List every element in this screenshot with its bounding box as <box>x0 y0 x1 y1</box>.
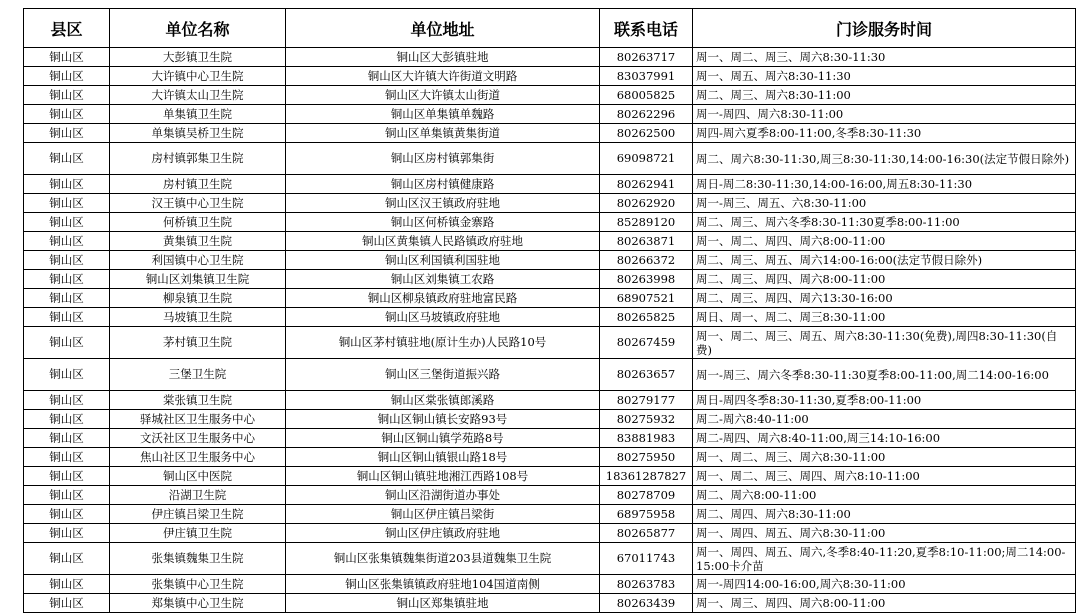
table-row <box>24 175 1076 194</box>
cell-district: 铜山区 <box>24 86 110 105</box>
cell-service-hours: 周一-周三、周六冬季8:30-11:30夏季8:00-11:00,周二14:00-16:00 <box>693 359 1076 391</box>
cell-district: 铜山区 <box>24 594 110 613</box>
table-row <box>24 194 1076 213</box>
cell-district: 铜山区 <box>24 359 110 391</box>
cell-service-hours: 周一、周三、周四、周六8:00-11:00 <box>693 594 1076 613</box>
table-row <box>24 575 1076 594</box>
cell-unit-name: 大彭镇卫生院 <box>110 48 286 67</box>
cell-phone: 69098721 <box>600 143 693 175</box>
cell-phone: 80262941 <box>600 175 693 194</box>
cell-unit-name: 焦山社区卫生服务中心 <box>110 448 286 467</box>
cell-unit-address: 铜山区郑集镇驻地 <box>286 594 600 613</box>
cell-phone: 80266372 <box>600 251 693 270</box>
cell-unit-address: 铜山区马坡镇政府驻地 <box>286 308 600 327</box>
cell-phone: 80262920 <box>600 194 693 213</box>
table-row <box>24 467 1076 486</box>
cell-phone: 80265877 <box>600 524 693 543</box>
cell-service-hours: 周日-周二8:30-11:30,14:00-16:00,周五8:30-11:30 <box>693 175 1076 194</box>
table-row <box>24 486 1076 505</box>
table-row <box>24 67 1076 86</box>
cell-service-hours: 周二-周四、周六8:40-11:00,周三14:10-16:00 <box>693 429 1076 448</box>
table-row <box>24 143 1076 175</box>
table-row <box>24 105 1076 124</box>
cell-unit-name: 郑集镇中心卫生院 <box>110 594 286 613</box>
table-row <box>24 594 1076 613</box>
cell-service-hours: 周一、周二、周三、周六8:30-11:00 <box>693 448 1076 467</box>
cell-unit-name: 柳泉镇卫生院 <box>110 289 286 308</box>
cell-district: 铜山区 <box>24 524 110 543</box>
cell-unit-address: 铜山区大许镇太山街道 <box>286 86 600 105</box>
cell-unit-name: 黄集镇卫生院 <box>110 232 286 251</box>
cell-district: 铜山区 <box>24 175 110 194</box>
cell-unit-name: 沿湖卫生院 <box>110 486 286 505</box>
cell-phone: 67011743 <box>600 543 693 575</box>
cell-district: 铜山区 <box>24 213 110 232</box>
cell-phone: 80275950 <box>600 448 693 467</box>
cell-phone: 80278709 <box>600 486 693 505</box>
cell-unit-address: 铜山区大彭镇驻地 <box>286 48 600 67</box>
cell-phone: 80263439 <box>600 594 693 613</box>
cell-district: 铜山区 <box>24 289 110 308</box>
cell-phone: 85289120 <box>600 213 693 232</box>
cell-unit-address: 铜山区单集镇单魏路 <box>286 105 600 124</box>
cell-unit-name: 马坡镇卫生院 <box>110 308 286 327</box>
cell-unit-address: 铜山区铜山镇学苑路8号 <box>286 429 600 448</box>
table-row <box>24 232 1076 251</box>
table-row <box>24 524 1076 543</box>
cell-unit-name: 铜山区中医院 <box>110 467 286 486</box>
cell-service-hours: 周一-周三、周五、六8:30-11:00 <box>693 194 1076 213</box>
cell-service-hours: 周二、周三、周五、周六14:00-16:00(法定节假日除外) <box>693 251 1076 270</box>
cell-unit-address: 铜山区沿湖街道办事处 <box>286 486 600 505</box>
cell-service-hours: 周二-周六8:40-11:00 <box>693 410 1076 429</box>
cell-district: 铜山区 <box>24 270 110 289</box>
cell-district: 铜山区 <box>24 410 110 429</box>
cell-unit-address: 铜山区大许镇大许街道文明路 <box>286 67 600 86</box>
cell-unit-name: 房村镇卫生院 <box>110 175 286 194</box>
cell-district: 铜山区 <box>24 327 110 359</box>
cell-phone: 83881983 <box>600 429 693 448</box>
cell-district: 铜山区 <box>24 251 110 270</box>
table-row <box>24 429 1076 448</box>
table-row <box>24 410 1076 429</box>
cell-service-hours: 周二、周三、周六8:30-11:00 <box>693 86 1076 105</box>
cell-district: 铜山区 <box>24 194 110 213</box>
cell-unit-address: 铜山区铜山镇银山路18号 <box>286 448 600 467</box>
cell-unit-name: 张集镇中心卫生院 <box>110 575 286 594</box>
header-phone: 联系电话 <box>600 9 693 48</box>
cell-unit-address: 铜山区汉王镇政府驻地 <box>286 194 600 213</box>
cell-unit-address: 铜山区伊庄镇吕梁街 <box>286 505 600 524</box>
cell-service-hours: 周一、周二、周三、周六8:30-11:30 <box>693 48 1076 67</box>
cell-district: 铜山区 <box>24 505 110 524</box>
cell-unit-address: 铜山区房村镇健康路 <box>286 175 600 194</box>
cell-unit-address: 铜山区单集镇黄集街道 <box>286 124 600 143</box>
cell-unit-address: 铜山区刘集镇工农路 <box>286 270 600 289</box>
cell-district: 铜山区 <box>24 48 110 67</box>
table-row <box>24 308 1076 327</box>
cell-unit-name: 大许镇太山卫生院 <box>110 86 286 105</box>
cell-unit-name: 汉王镇中心卫生院 <box>110 194 286 213</box>
table-row <box>24 327 1076 359</box>
cell-district: 铜山区 <box>24 575 110 594</box>
cell-district: 铜山区 <box>24 448 110 467</box>
table-row <box>24 251 1076 270</box>
header-service-hours: 门诊服务时间 <box>693 9 1076 48</box>
table-row <box>24 213 1076 232</box>
cell-phone: 80263998 <box>600 270 693 289</box>
cell-service-hours: 周一-周四14:00-16:00,周六8:30-11:00 <box>693 575 1076 594</box>
cell-service-hours: 周一、周四、周五、周六8:30-11:00 <box>693 524 1076 543</box>
cell-phone: 68907521 <box>600 289 693 308</box>
cell-unit-address: 铜山区茅村镇驻地(原计生办)人民路10号 <box>286 327 600 359</box>
cell-service-hours: 周一、周五、周六8:30-11:30 <box>693 67 1076 86</box>
table-row <box>24 289 1076 308</box>
table-row <box>24 505 1076 524</box>
table-header <box>24 9 1076 48</box>
cell-service-hours: 周一、周四、周五、周六,冬季8:40-11:20,夏季8:10-11:00;周二14:00-15:00卡介苗 <box>693 543 1076 575</box>
cell-phone: 80263657 <box>600 359 693 391</box>
cell-phone: 80263783 <box>600 575 693 594</box>
cell-phone: 80267459 <box>600 327 693 359</box>
cell-district: 铜山区 <box>24 105 110 124</box>
cell-unit-address: 铜山区伊庄镇政府驻地 <box>286 524 600 543</box>
cell-phone: 68005825 <box>600 86 693 105</box>
cell-unit-address: 铜山区柳泉镇政府驻地富民路 <box>286 289 600 308</box>
table-row <box>24 86 1076 105</box>
cell-unit-address: 铜山区铜山镇驻地湘江西路108号 <box>286 467 600 486</box>
cell-district: 铜山区 <box>24 143 110 175</box>
cell-phone: 80262296 <box>600 105 693 124</box>
cell-district: 铜山区 <box>24 232 110 251</box>
cell-phone: 80275932 <box>600 410 693 429</box>
cell-unit-address: 铜山区三堡街道振兴路 <box>286 359 600 391</box>
cell-unit-name: 单集镇卫生院 <box>110 105 286 124</box>
cell-service-hours: 周二、周六8:30-11:30,周三8:30-11:30,14:00-16:30(法定节假日除外) <box>693 143 1076 175</box>
cell-unit-name: 伊庄镇吕梁卫生院 <box>110 505 286 524</box>
cell-district: 铜山区 <box>24 124 110 143</box>
cell-phone: 80263871 <box>600 232 693 251</box>
cell-district: 铜山区 <box>24 467 110 486</box>
table-body <box>24 48 1076 613</box>
cell-unit-address: 铜山区利国镇利国驻地 <box>286 251 600 270</box>
table-row <box>24 391 1076 410</box>
cell-unit-name: 房村镇郭集卫生院 <box>110 143 286 175</box>
cell-phone: 80263717 <box>600 48 693 67</box>
cell-phone: 80265825 <box>600 308 693 327</box>
cell-service-hours: 周日-周四冬季8:30-11:30,夏季8:00-11:00 <box>693 391 1076 410</box>
cell-phone: 80279177 <box>600 391 693 410</box>
table-row <box>24 48 1076 67</box>
cell-unit-name: 茅村镇卫生院 <box>110 327 286 359</box>
cell-unit-address: 铜山区房村镇郭集街 <box>286 143 600 175</box>
cell-phone: 18361287827 <box>600 467 693 486</box>
cell-service-hours: 周一-周四、周六8:30-11:00 <box>693 105 1076 124</box>
cell-district: 铜山区 <box>24 67 110 86</box>
table-row <box>24 270 1076 289</box>
cell-unit-name: 棠张镇卫生院 <box>110 391 286 410</box>
cell-unit-address: 铜山区何桥镇金寨路 <box>286 213 600 232</box>
cell-unit-address: 铜山区张集镇魏集街道203县道魏集卫生院 <box>286 543 600 575</box>
cell-service-hours: 周四-周六夏季8:00-11:00,冬季8:30-11:30 <box>693 124 1076 143</box>
cell-unit-name: 铜山区刘集镇卫生院 <box>110 270 286 289</box>
cell-service-hours: 周二、周三、周四、周六8:00-11:00 <box>693 270 1076 289</box>
cell-service-hours: 周二、周三、周六冬季8:30-11:30夏季8:00-11:00 <box>693 213 1076 232</box>
cell-unit-address: 铜山区张集镇镇政府驻地104国道南侧 <box>286 575 600 594</box>
cell-service-hours: 周一、周二、周三、周四、周六8:10-11:00 <box>693 467 1076 486</box>
cell-service-hours: 周一、周二、周三、周五、周六8:30-11:30(免费),周四8:30-11:30(自费) <box>693 327 1076 359</box>
cell-unit-name: 张集镇魏集卫生院 <box>110 543 286 575</box>
header-row <box>24 9 1076 48</box>
cell-service-hours: 周二、周三、周四、周六13:30-16:00 <box>693 289 1076 308</box>
cell-service-hours: 周一、周二、周四、周六8:00-11:00 <box>693 232 1076 251</box>
table-row <box>24 124 1076 143</box>
header-district: 县区 <box>24 9 110 48</box>
cell-unit-address: 铜山区棠张镇郎溪路 <box>286 391 600 410</box>
cell-unit-address: 铜山区黄集镇人民路镇政府驻地 <box>286 232 600 251</box>
cell-unit-name: 伊庄镇卫生院 <box>110 524 286 543</box>
cell-phone: 80262500 <box>600 124 693 143</box>
cell-district: 铜山区 <box>24 486 110 505</box>
cell-district: 铜山区 <box>24 429 110 448</box>
cell-unit-name: 文沃社区卫生服务中心 <box>110 429 286 448</box>
header-unit-name: 单位名称 <box>110 9 286 48</box>
cell-unit-name: 单集镇吴桥卫生院 <box>110 124 286 143</box>
cell-district: 铜山区 <box>24 308 110 327</box>
cell-unit-name: 驿城社区卫生服务中心 <box>110 410 286 429</box>
cell-unit-name: 利国镇中心卫生院 <box>110 251 286 270</box>
cell-phone: 83037991 <box>600 67 693 86</box>
table-row <box>24 359 1076 391</box>
cell-district: 铜山区 <box>24 543 110 575</box>
header-unit-address: 单位地址 <box>286 9 600 48</box>
cell-unit-name: 何桥镇卫生院 <box>110 213 286 232</box>
cell-unit-name: 大许镇中心卫生院 <box>110 67 286 86</box>
cell-service-hours: 周日、周一、周二、周三8:30-11:00 <box>693 308 1076 327</box>
cell-phone: 68975958 <box>600 505 693 524</box>
table-row <box>24 543 1076 575</box>
table-row <box>24 448 1076 467</box>
cell-unit-address: 铜山区铜山镇长安路93号 <box>286 410 600 429</box>
cell-service-hours: 周二、周六8:00-11:00 <box>693 486 1076 505</box>
clinic-schedule-table <box>23 8 1076 613</box>
cell-service-hours: 周二、周四、周六8:30-11:00 <box>693 505 1076 524</box>
cell-unit-name: 三堡卫生院 <box>110 359 286 391</box>
cell-district: 铜山区 <box>24 391 110 410</box>
